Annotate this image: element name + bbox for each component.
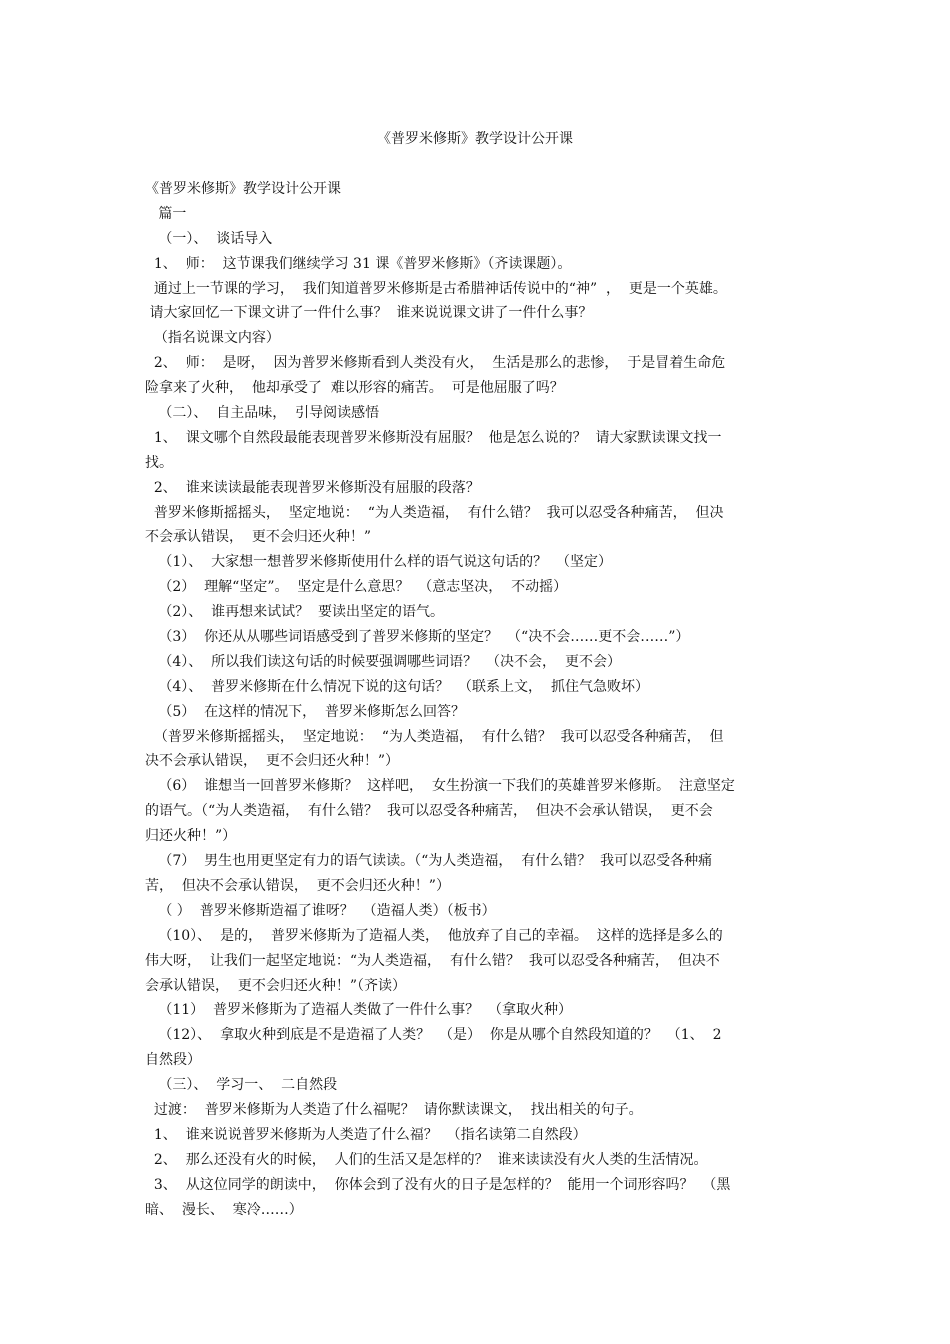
body-line: （4）、 普罗米修斯在什么情况下说的这句话？ （联系上文， 抓住气急败坏）: [145, 678, 649, 695]
body-line: 险拿来了火种， 他却承受了 难以形容的痛苦。 可是他屈服了吗？: [145, 380, 564, 397]
body-line: 3、 从这位同学的朗读中， 你体会到了没有火的日子是怎样的？ 能用一个词形容吗？ （黑: [145, 1176, 731, 1193]
body-line: （7） 男生也用更坚定有力的语气读读。（“为人类造福， 有什么错？ 我可以忍受各种痛: [145, 853, 713, 870]
body-line: 通过上一节课的学习， 我们知道普罗米修斯是古希腊神话传说中的“神” ， 更是一个英雄。: [145, 280, 727, 297]
body-line: （6） 谁想当一回普罗米修斯？ 这样吧， 女生扮演一下我们的英雄普罗米修斯。 注意坚定: [145, 778, 735, 795]
body-line: 伟大呀， 让我们一起坚定地说：“为人类造福， 有什么错？ 我可以忍受各种痛苦， 但决不: [145, 952, 720, 969]
body-line: 暗、 漫长、 寒冷……）: [145, 1201, 303, 1218]
body-line: （2） 理解“坚定”。 坚定是什么意思？ （意志坚决， 不动摇）: [145, 579, 568, 596]
body-line: 1、 师： 这节课我们继续学习 31 课《普罗米修斯》（齐读课题）。: [145, 255, 572, 272]
body-line: （3） 你还从从哪些词语感受到了普罗米修斯的坚定？ （“决不会……更不会……”）: [145, 629, 690, 646]
body-line: （4）、 所以我们读这句话的时候要强调哪些词语？ （决不会， 更不会）: [145, 653, 621, 670]
body-line: 归还火种！”）: [145, 828, 237, 845]
body-line: （2）、 谁再想来试试？ 要读出坚定的语气。: [145, 604, 445, 621]
body-line: 苦， 但决不会承认错误， 更不会归还火种！”）: [145, 877, 450, 894]
body-line: 过渡： 普罗米修斯为人类造了什么福呢？ 请你默读课文， 找出相关的句子。: [145, 1101, 643, 1118]
body-line: （1）、 大家想一想普罗米修斯使用什么样的语气说这句话的？ （坚定）: [145, 554, 613, 571]
body-line: 决不会承认错误， 更不会归还火种！”）: [145, 753, 400, 770]
body-line: （二）、 自主品味， 引导阅读感悟: [145, 405, 380, 422]
body-line: 1、 谁来说说普罗米修斯为人类造了什么福？ （指名读第二自然段）: [145, 1126, 587, 1143]
body-line: 《普罗米修斯》教学设计公开课: [145, 181, 341, 197]
body-line: 的语气。（“为人类造福， 有什么错？ 我可以忍受各种痛苦， 但决不会承认错误， 更不会: [145, 803, 713, 820]
body-line: （普罗米修斯摇摇头， 坚定地说： “为人类造福， 有什么错？ 我可以忍受各种痛苦， 但: [145, 728, 724, 745]
body-line: 2、 师： 是呀， 因为普罗米修斯看到人类没有火， 生活是那么的悲惨， 于是冒着生命危: [145, 355, 726, 372]
body-line: （10）、 是的， 普罗米修斯为了造福人类， 他放弃了自己的幸福。 这样的选择是多么的: [145, 927, 723, 944]
document-title: 《普罗米修斯》教学设计公开课: [377, 131, 573, 147]
body-line: （12）、 拿取火种到底是不是造福了人类？ （是） 你是从哪个自然段知道的？ （1、 2: [145, 1027, 722, 1044]
body-line: 请大家回忆一下课文讲了一件什么事？ 谁来说说课文讲了一件什么事？: [145, 305, 593, 322]
body-line: （指名说课文内容）: [145, 330, 280, 347]
body-line: 2、 那么还没有火的时候， 人们的生活又是怎样的？ 谁来读读没有火人类的生活情况。: [145, 1151, 708, 1168]
body-line: 篇一: [145, 205, 187, 222]
body-line: （一）、 谈话导入: [145, 230, 273, 247]
body-line: （ ） 普罗米修斯造福了谁呀？ （造福人类）（板书）: [145, 902, 496, 919]
body-line: 不会承认错误， 更不会归还火种！”: [145, 529, 372, 546]
body-line: 找。: [145, 454, 173, 471]
body-line: 会承认错误， 更不会归还火种！”（齐读）: [145, 977, 407, 994]
document-body: [145, 177, 810, 1222]
body-line: 2、 谁来读读最能表现普罗米修斯没有屈服的段落？: [145, 479, 480, 496]
body-line: （三）、 学习一、 二自然段: [145, 1077, 338, 1094]
body-line: （11） 普罗米修斯为了造福人类做了一件什么事？ （拿取火种）: [145, 1002, 572, 1019]
body-line: 自然段）: [145, 1052, 201, 1069]
body-line: 1、 课文哪个自然段最能表现普罗米修斯没有屈服？ 他是怎么说的？ 请大家默读课文找一: [145, 429, 722, 446]
body-line: （5） 在这样的情况下， 普罗米修斯怎么回答？: [145, 703, 466, 720]
body-line: 普罗米修斯摇摇头， 坚定地说： “为人类造福， 有什么错？ 我可以忍受各种痛苦， 但决: [145, 504, 724, 521]
